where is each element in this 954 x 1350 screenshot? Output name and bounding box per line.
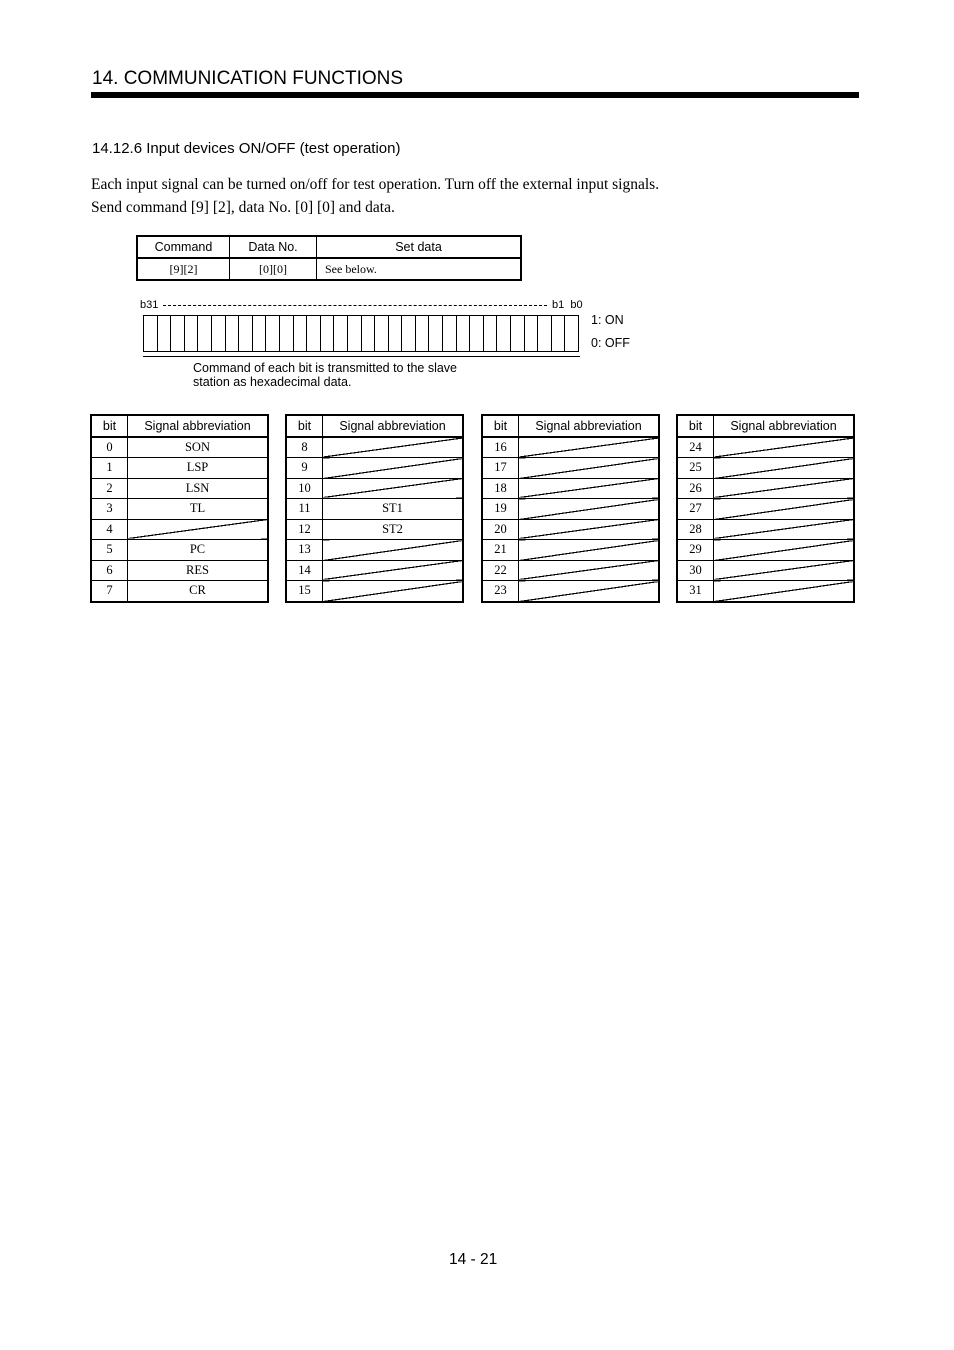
bit-number: 4 <box>91 519 128 540</box>
data-no-header: Data No. <box>230 236 317 258</box>
bit-cell <box>457 316 471 351</box>
signal-abbreviation: LSN <box>128 478 269 499</box>
unassigned-signal-cell <box>714 437 855 458</box>
table-row <box>91 560 268 581</box>
bit-cell <box>497 316 511 351</box>
bit-number: 2 <box>91 478 128 499</box>
bit-number: 6 <box>91 560 128 581</box>
table-row <box>286 478 463 499</box>
signal-abbreviation-header: Signal abbreviation <box>323 415 464 437</box>
bit-cell <box>538 316 552 351</box>
table-row <box>91 540 268 561</box>
unassigned-signal-cell <box>519 519 660 540</box>
signal-table-bits-8-15 <box>285 414 464 603</box>
bit-number: 24 <box>677 437 714 458</box>
signal-abbreviation: CR <box>128 581 269 602</box>
bit-number: 1 <box>91 458 128 479</box>
bit-cell <box>362 316 376 351</box>
table-row <box>482 560 659 581</box>
unassigned-signal-cell <box>323 581 464 602</box>
bit-number: 7 <box>91 581 128 602</box>
bit-cell <box>429 316 443 351</box>
bit-number: 28 <box>677 519 714 540</box>
table-row <box>482 540 659 561</box>
bit-cell <box>253 316 267 351</box>
table-row <box>286 437 463 458</box>
unassigned-signal-cell <box>519 499 660 520</box>
signal-abbreviation: PC <box>128 540 269 561</box>
table-row <box>286 458 463 479</box>
unassigned-signal-cell <box>714 540 855 561</box>
bit-cell <box>389 316 403 351</box>
bit-header: bit <box>91 415 128 437</box>
signal-abbreviation-header: Signal abbreviation <box>128 415 269 437</box>
table-row <box>677 478 854 499</box>
bit-cell <box>443 316 457 351</box>
signal-abbreviation: TL <box>128 499 269 520</box>
unassigned-signal-cell <box>519 540 660 561</box>
unassigned-signal-cell <box>519 581 660 602</box>
signal-abbreviation-header: Signal abbreviation <box>519 415 660 437</box>
bit-number: 27 <box>677 499 714 520</box>
table-row <box>482 519 659 540</box>
bit-field-diagram <box>143 315 579 352</box>
table-row <box>91 458 268 479</box>
table-row <box>482 478 659 499</box>
bit-label-b31: b31 <box>140 299 159 311</box>
bit-cell <box>334 316 348 351</box>
bit-cell <box>552 316 566 351</box>
unassigned-signal-cell <box>128 519 269 540</box>
bit-number: 15 <box>286 581 323 602</box>
bit-cell <box>212 316 226 351</box>
data-no-value: [0][0] <box>230 258 317 280</box>
bit-field-note: Command of each bit is transmitted to the slave station as hexadecimal data. <box>193 361 458 389</box>
bit-cell <box>416 316 430 351</box>
table-row <box>91 437 268 458</box>
table-row <box>677 499 854 520</box>
signal-abbreviation: LSP <box>128 458 269 479</box>
set-data-header: Set data <box>317 236 522 258</box>
bit-cell <box>307 316 321 351</box>
bit-cell <box>565 316 578 351</box>
signal-abbreviation: SON <box>128 437 269 458</box>
bit-number: 14 <box>286 560 323 581</box>
bit-number: 13 <box>286 540 323 561</box>
unassigned-signal-cell <box>323 540 464 561</box>
table-row <box>482 581 659 602</box>
table-row <box>286 519 463 540</box>
bit-number: 23 <box>482 581 519 602</box>
table-row <box>286 540 463 561</box>
bit-header: bit <box>482 415 519 437</box>
table-row <box>677 458 854 479</box>
signal-table-header-row <box>286 415 463 437</box>
unassigned-signal-cell <box>714 478 855 499</box>
signal-table-header-row <box>91 415 268 437</box>
chapter-title: 14. COMMUNICATION FUNCTIONS <box>92 68 404 89</box>
signal-table-bits-24-31 <box>676 414 855 603</box>
signal-table-bits-16-23 <box>481 414 660 603</box>
bit-cell <box>375 316 389 351</box>
legend-on: 1: ON <box>591 313 624 327</box>
body-paragraph-1: Each input signal can be turned on/off for test operation. Turn off the external input signals. <box>91 176 660 193</box>
chapter-rule <box>91 92 859 98</box>
bit-cell <box>484 316 498 351</box>
bit-number: 11 <box>286 499 323 520</box>
bit-cell <box>321 316 335 351</box>
unassigned-signal-cell <box>323 478 464 499</box>
bit-cell <box>402 316 416 351</box>
signal-abbreviation: ST2 <box>323 519 464 540</box>
bit-number: 30 <box>677 560 714 581</box>
table-row <box>482 437 659 458</box>
bit-number: 21 <box>482 540 519 561</box>
bit-number: 25 <box>677 458 714 479</box>
bit-number: 26 <box>677 478 714 499</box>
bit-cell <box>185 316 199 351</box>
bit-number: 31 <box>677 581 714 602</box>
signal-abbreviation: ST1 <box>323 499 464 520</box>
bit-number: 12 <box>286 519 323 540</box>
signal-abbreviation-header: Signal abbreviation <box>714 415 855 437</box>
table-row <box>677 519 854 540</box>
bit-number: 9 <box>286 458 323 479</box>
command-table-header-row <box>137 236 521 258</box>
command-value: [9][2] <box>137 258 230 280</box>
unassigned-signal-cell <box>714 458 855 479</box>
table-row <box>677 540 854 561</box>
bit-cell <box>511 316 525 351</box>
bit-cell <box>470 316 484 351</box>
command-table-value-row <box>137 258 521 280</box>
table-row <box>482 499 659 520</box>
bit-header: bit <box>677 415 714 437</box>
bit-number: 0 <box>91 437 128 458</box>
bit-number: 3 <box>91 499 128 520</box>
bit-cell <box>198 316 212 351</box>
bit-label-b1-b0: b1 b0 <box>552 299 583 311</box>
bit-cell <box>144 316 158 351</box>
bit-number: 17 <box>482 458 519 479</box>
signal-table-header-row <box>677 415 854 437</box>
unassigned-signal-cell <box>714 519 855 540</box>
unassigned-signal-cell <box>519 458 660 479</box>
body-paragraph-2: Send command [9] [2], data No. [0] [0] and data. <box>91 199 395 216</box>
unassigned-signal-cell <box>714 581 855 602</box>
signal-table-bits-0-7 <box>90 414 269 603</box>
bit-cell <box>294 316 308 351</box>
bit-cell <box>226 316 240 351</box>
table-row <box>286 581 463 602</box>
bit-cell <box>266 316 280 351</box>
unassigned-signal-cell <box>714 560 855 581</box>
bit-number: 20 <box>482 519 519 540</box>
section-heading: 14.12.6 Input devices ON/OFF (test operation) <box>92 140 401 157</box>
bit-number: 8 <box>286 437 323 458</box>
bit-number: 16 <box>482 437 519 458</box>
unassigned-signal-cell <box>323 560 464 581</box>
bit-number: 18 <box>482 478 519 499</box>
unassigned-signal-cell <box>714 499 855 520</box>
command-table <box>136 235 522 281</box>
table-row <box>91 519 268 540</box>
bit-cell <box>158 316 172 351</box>
table-row <box>91 581 268 602</box>
table-row <box>677 560 854 581</box>
table-row <box>482 458 659 479</box>
signal-abbreviation: RES <box>128 560 269 581</box>
bit-number: 22 <box>482 560 519 581</box>
signal-table-header-row <box>482 415 659 437</box>
bit-range-dashes <box>163 305 547 306</box>
table-row <box>677 581 854 602</box>
unassigned-signal-cell <box>519 437 660 458</box>
table-row <box>91 478 268 499</box>
bit-cell <box>171 316 185 351</box>
table-row <box>286 499 463 520</box>
bit-cell <box>348 316 362 351</box>
table-row <box>91 499 268 520</box>
bit-number: 10 <box>286 478 323 499</box>
legend-off: 0: OFF <box>591 336 630 350</box>
unassigned-signal-cell <box>519 478 660 499</box>
unassigned-signal-cell <box>519 560 660 581</box>
bit-number: 29 <box>677 540 714 561</box>
bit-number: 19 <box>482 499 519 520</box>
table-row <box>677 437 854 458</box>
unassigned-signal-cell <box>323 437 464 458</box>
unassigned-signal-cell <box>323 458 464 479</box>
bit-field-baseline <box>143 356 580 357</box>
set-data-value: See below. <box>317 258 522 280</box>
bit-header: bit <box>286 415 323 437</box>
bit-cell <box>525 316 539 351</box>
table-row <box>286 560 463 581</box>
bit-cell <box>280 316 294 351</box>
command-header: Command <box>137 236 230 258</box>
bit-number: 5 <box>91 540 128 561</box>
bit-cell <box>239 316 253 351</box>
page-number: 14 - 21 <box>449 1251 498 1268</box>
